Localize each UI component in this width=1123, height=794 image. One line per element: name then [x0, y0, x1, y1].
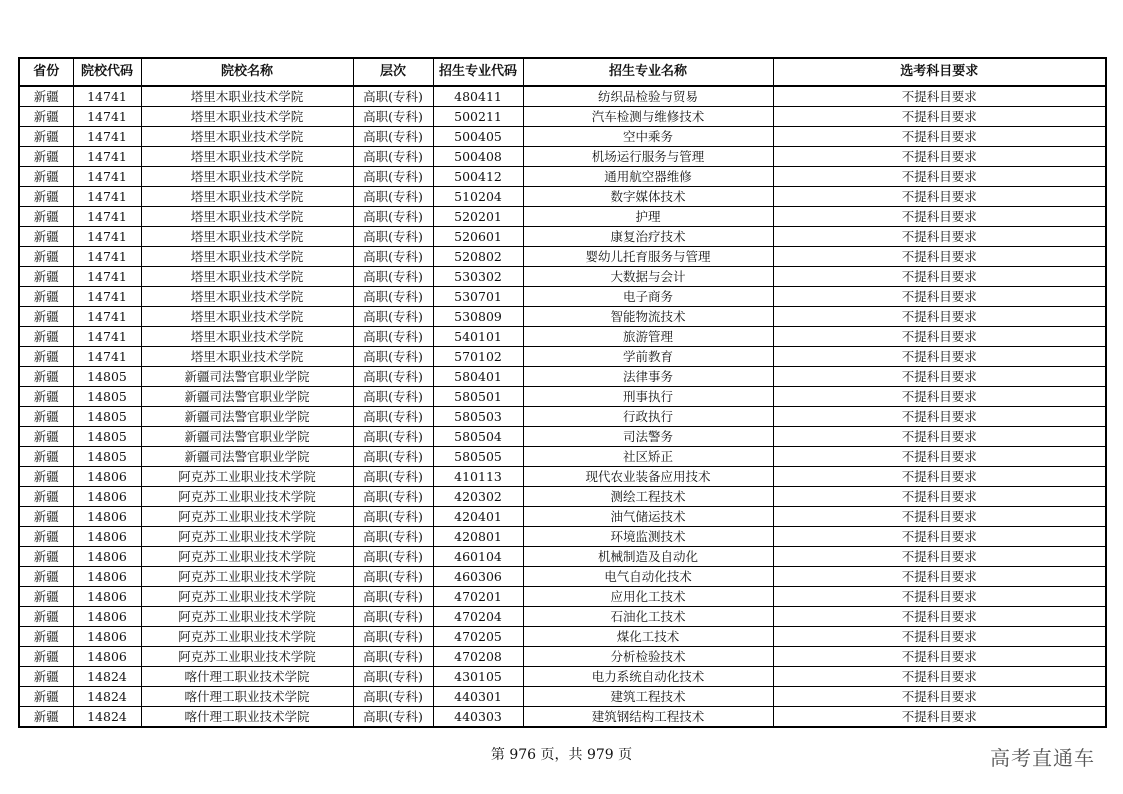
cell-major-code: 580401 — [433, 367, 523, 387]
cell-major-name: 行政执行 — [523, 407, 773, 427]
table-row — [19, 287, 1106, 307]
cell-level: 高职(专科) — [353, 407, 433, 427]
cell-level: 高职(专科) — [353, 427, 433, 447]
cell-province: 新疆 — [19, 447, 73, 467]
cell-major-code: 470208 — [433, 647, 523, 667]
cell-major-code: 470204 — [433, 607, 523, 627]
cell-subject-requirement: 不提科目要求 — [773, 547, 1106, 567]
cell-province: 新疆 — [19, 267, 73, 287]
cell-major-name: 电气自动化技术 — [523, 567, 773, 587]
cell-major-name: 大数据与会计 — [523, 267, 773, 287]
cell-major-name: 电力系统自动化技术 — [523, 667, 773, 687]
cell-school-code: 14741 — [73, 147, 141, 167]
cell-level: 高职(专科) — [353, 247, 433, 267]
cell-province: 新疆 — [19, 687, 73, 707]
cell-province: 新疆 — [19, 707, 73, 728]
cell-school-name: 塔里木职业技术学院 — [141, 227, 353, 247]
cell-school-name: 阿克苏工业职业技术学院 — [141, 507, 353, 527]
cell-school-name: 喀什理工职业技术学院 — [141, 687, 353, 707]
cell-level: 高职(专科) — [353, 227, 433, 247]
cell-school-code: 14806 — [73, 587, 141, 607]
cell-province: 新疆 — [19, 127, 73, 147]
cell-major-name: 刑事执行 — [523, 387, 773, 407]
cell-province: 新疆 — [19, 567, 73, 587]
cell-school-name: 阿克苏工业职业技术学院 — [141, 547, 353, 567]
cell-major-code: 570102 — [433, 347, 523, 367]
cell-level: 高职(专科) — [353, 547, 433, 567]
cell-province: 新疆 — [19, 427, 73, 447]
cell-school-code: 14741 — [73, 187, 141, 207]
cell-level: 高职(专科) — [353, 347, 433, 367]
cell-level: 高职(专科) — [353, 627, 433, 647]
cell-subject-requirement: 不提科目要求 — [773, 707, 1106, 728]
cell-school-code: 14741 — [73, 107, 141, 127]
cell-subject-requirement: 不提科目要求 — [773, 187, 1106, 207]
cell-level: 高职(专科) — [353, 647, 433, 667]
cell-level: 高职(专科) — [353, 687, 433, 707]
cell-major-name: 建筑钢结构工程技术 — [523, 707, 773, 728]
cell-subject-requirement: 不提科目要求 — [773, 667, 1106, 687]
table-row — [19, 247, 1106, 267]
cell-major-name: 社区矫正 — [523, 447, 773, 467]
cell-subject-requirement: 不提科目要求 — [773, 387, 1106, 407]
cell-province: 新疆 — [19, 327, 73, 347]
cell-school-code: 14741 — [73, 327, 141, 347]
page-number: 第 976 页，共 979 页 — [490, 747, 633, 763]
cell-school-name: 塔里木职业技术学院 — [141, 207, 353, 227]
cell-school-name: 塔里木职业技术学院 — [141, 187, 353, 207]
table-row — [19, 627, 1106, 647]
table-row — [19, 207, 1106, 227]
cell-school-code: 14806 — [73, 527, 141, 547]
cell-level: 高职(专科) — [353, 107, 433, 127]
header-school-name: 院校名称 — [141, 58, 353, 86]
table-row — [19, 547, 1106, 567]
cell-major-name: 智能物流技术 — [523, 307, 773, 327]
cell-school-name: 喀什理工职业技术学院 — [141, 707, 353, 728]
cell-level: 高职(专科) — [353, 507, 433, 527]
cell-school-code: 14741 — [73, 227, 141, 247]
cell-school-code: 14806 — [73, 507, 141, 527]
cell-subject-requirement: 不提科目要求 — [773, 167, 1106, 187]
cell-subject-requirement: 不提科目要求 — [773, 327, 1106, 347]
cell-major-code: 420801 — [433, 527, 523, 547]
cell-level: 高职(专科) — [353, 487, 433, 507]
cell-level: 高职(专科) — [353, 187, 433, 207]
table-row — [19, 147, 1106, 167]
cell-school-name: 新疆司法警官职业学院 — [141, 367, 353, 387]
cell-major-name: 法律事务 — [523, 367, 773, 387]
cell-subject-requirement: 不提科目要求 — [773, 587, 1106, 607]
cell-province: 新疆 — [19, 647, 73, 667]
cell-major-code: 580503 — [433, 407, 523, 427]
cell-subject-requirement: 不提科目要求 — [773, 207, 1106, 227]
cell-province: 新疆 — [19, 627, 73, 647]
table-row — [19, 367, 1106, 387]
cell-school-code: 14806 — [73, 547, 141, 567]
cell-school-name: 阿克苏工业职业技术学院 — [141, 567, 353, 587]
table-row — [19, 447, 1106, 467]
table-row — [19, 127, 1106, 147]
cell-major-name: 分析检验技术 — [523, 647, 773, 667]
cell-subject-requirement: 不提科目要求 — [773, 407, 1106, 427]
cell-school-name: 喀什理工职业技术学院 — [141, 667, 353, 687]
cell-subject-requirement: 不提科目要求 — [773, 687, 1106, 707]
cell-province: 新疆 — [19, 547, 73, 567]
cell-subject-requirement: 不提科目要求 — [773, 647, 1106, 667]
cell-school-code: 14741 — [73, 267, 141, 287]
cell-subject-requirement: 不提科目要求 — [773, 86, 1106, 107]
cell-province: 新疆 — [19, 587, 73, 607]
cell-major-name: 康复治疗技术 — [523, 227, 773, 247]
table-row — [19, 707, 1106, 728]
table-row — [19, 487, 1106, 507]
cell-major-name: 石油化工技术 — [523, 607, 773, 627]
cell-school-code: 14805 — [73, 447, 141, 467]
cell-major-name: 电子商务 — [523, 287, 773, 307]
cell-province: 新疆 — [19, 387, 73, 407]
cell-subject-requirement: 不提科目要求 — [773, 287, 1106, 307]
cell-school-code: 14805 — [73, 407, 141, 427]
table-row — [19, 387, 1106, 407]
cell-school-name: 阿克苏工业职业技术学院 — [141, 587, 353, 607]
cell-level: 高职(专科) — [353, 367, 433, 387]
cell-school-code: 14806 — [73, 627, 141, 647]
cell-major-name: 空中乘务 — [523, 127, 773, 147]
table-row — [19, 347, 1106, 367]
table-row — [19, 527, 1106, 547]
admissions-table — [18, 57, 1107, 728]
cell-school-name: 塔里木职业技术学院 — [141, 327, 353, 347]
cell-level: 高职(专科) — [353, 667, 433, 687]
cell-level: 高职(专科) — [353, 147, 433, 167]
cell-subject-requirement: 不提科目要求 — [773, 607, 1106, 627]
cell-major-code: 500405 — [433, 127, 523, 147]
cell-school-code: 14741 — [73, 167, 141, 187]
cell-province: 新疆 — [19, 407, 73, 427]
cell-province: 新疆 — [19, 207, 73, 227]
cell-major-code: 500412 — [433, 167, 523, 187]
cell-school-name: 新疆司法警官职业学院 — [141, 387, 353, 407]
cell-school-code: 14824 — [73, 687, 141, 707]
cell-school-code: 14806 — [73, 467, 141, 487]
cell-province: 新疆 — [19, 247, 73, 267]
cell-school-name: 阿克苏工业职业技术学院 — [141, 647, 353, 667]
table-row — [19, 407, 1106, 427]
cell-subject-requirement: 不提科目要求 — [773, 247, 1106, 267]
cell-level: 高职(专科) — [353, 127, 433, 147]
header-province: 省份 — [19, 58, 73, 86]
cell-school-name: 阿克苏工业职业技术学院 — [141, 467, 353, 487]
cell-major-name: 建筑工程技术 — [523, 687, 773, 707]
cell-major-name: 煤化工技术 — [523, 627, 773, 647]
cell-major-code: 520601 — [433, 227, 523, 247]
cell-major-code: 430105 — [433, 667, 523, 687]
table-row — [19, 227, 1106, 247]
cell-province: 新疆 — [19, 487, 73, 507]
cell-level: 高职(专科) — [353, 307, 433, 327]
table-row — [19, 507, 1106, 527]
cell-major-code: 540101 — [433, 327, 523, 347]
header-major-name: 招生专业名称 — [523, 58, 773, 86]
cell-school-code: 14741 — [73, 347, 141, 367]
cell-school-name: 塔里木职业技术学院 — [141, 127, 353, 147]
table-row — [19, 107, 1106, 127]
cell-level: 高职(专科) — [353, 467, 433, 487]
cell-subject-requirement: 不提科目要求 — [773, 447, 1106, 467]
cell-school-name: 塔里木职业技术学院 — [141, 267, 353, 287]
cell-subject-requirement: 不提科目要求 — [773, 487, 1106, 507]
cell-major-name: 通用航空器维修 — [523, 167, 773, 187]
cell-major-code: 580501 — [433, 387, 523, 407]
cell-province: 新疆 — [19, 467, 73, 487]
table-row — [19, 687, 1106, 707]
cell-school-name: 塔里木职业技术学院 — [141, 247, 353, 267]
cell-major-name: 学前教育 — [523, 347, 773, 367]
table-row — [19, 467, 1106, 487]
cell-school-name: 塔里木职业技术学院 — [141, 287, 353, 307]
cell-province: 新疆 — [19, 367, 73, 387]
cell-major-code: 480411 — [433, 86, 523, 107]
cell-major-code: 460104 — [433, 547, 523, 567]
cell-school-name: 塔里木职业技术学院 — [141, 86, 353, 107]
cell-province: 新疆 — [19, 607, 73, 627]
cell-subject-requirement: 不提科目要求 — [773, 347, 1106, 367]
cell-school-name: 塔里木职业技术学院 — [141, 167, 353, 187]
cell-major-name: 护理 — [523, 207, 773, 227]
cell-level: 高职(专科) — [353, 567, 433, 587]
cell-province: 新疆 — [19, 527, 73, 547]
cell-level: 高职(专科) — [353, 167, 433, 187]
cell-province: 新疆 — [19, 167, 73, 187]
cell-major-name: 数字媒体技术 — [523, 187, 773, 207]
header-row — [19, 58, 1106, 86]
cell-major-code: 420401 — [433, 507, 523, 527]
cell-school-code: 14805 — [73, 367, 141, 387]
table-header — [19, 58, 1106, 86]
table-row — [19, 167, 1106, 187]
cell-school-code: 14741 — [73, 287, 141, 307]
cell-level: 高职(专科) — [353, 387, 433, 407]
cell-province: 新疆 — [19, 187, 73, 207]
cell-subject-requirement: 不提科目要求 — [773, 567, 1106, 587]
cell-subject-requirement: 不提科目要求 — [773, 527, 1106, 547]
cell-major-name: 纺织品检验与贸易 — [523, 86, 773, 107]
cell-major-code: 500211 — [433, 107, 523, 127]
cell-school-name: 阿克苏工业职业技术学院 — [141, 607, 353, 627]
cell-level: 高职(专科) — [353, 587, 433, 607]
cell-school-name: 塔里木职业技术学院 — [141, 147, 353, 167]
table-row — [19, 267, 1106, 287]
cell-school-name: 新疆司法警官职业学院 — [141, 427, 353, 447]
cell-subject-requirement: 不提科目要求 — [773, 507, 1106, 527]
cell-subject-requirement: 不提科目要求 — [773, 107, 1106, 127]
table-row — [19, 587, 1106, 607]
cell-major-code: 470205 — [433, 627, 523, 647]
cell-major-code: 530302 — [433, 267, 523, 287]
cell-level: 高职(专科) — [353, 207, 433, 227]
header-school-code: 院校代码 — [73, 58, 141, 86]
cell-level: 高职(专科) — [353, 447, 433, 467]
cell-major-code: 520201 — [433, 207, 523, 227]
cell-major-code: 470201 — [433, 587, 523, 607]
cell-major-name: 汽车检测与维修技术 — [523, 107, 773, 127]
cell-major-name: 环境监测技术 — [523, 527, 773, 547]
cell-school-name: 阿克苏工业职业技术学院 — [141, 487, 353, 507]
table-row — [19, 86, 1106, 107]
cell-province: 新疆 — [19, 667, 73, 687]
cell-subject-requirement: 不提科目要求 — [773, 367, 1106, 387]
cell-level: 高职(专科) — [353, 607, 433, 627]
cell-school-name: 新疆司法警官职业学院 — [141, 447, 353, 467]
cell-major-name: 机场运行服务与管理 — [523, 147, 773, 167]
cell-major-name: 应用化工技术 — [523, 587, 773, 607]
cell-level: 高职(专科) — [353, 267, 433, 287]
cell-school-name: 阿克苏工业职业技术学院 — [141, 627, 353, 647]
cell-major-code: 410113 — [433, 467, 523, 487]
header-subject-requirement: 选考科目要求 — [773, 58, 1106, 86]
header-level: 层次 — [353, 58, 433, 86]
table-row — [19, 667, 1106, 687]
cell-school-name: 阿克苏工业职业技术学院 — [141, 527, 353, 547]
table-row — [19, 647, 1106, 667]
table-row — [19, 307, 1106, 327]
cell-level: 高职(专科) — [353, 86, 433, 107]
cell-level: 高职(专科) — [353, 327, 433, 347]
cell-major-name: 司法警务 — [523, 427, 773, 447]
cell-subject-requirement: 不提科目要求 — [773, 147, 1106, 167]
table-row — [19, 187, 1106, 207]
table-body — [19, 86, 1106, 727]
cell-major-code: 440301 — [433, 687, 523, 707]
cell-subject-requirement: 不提科目要求 — [773, 627, 1106, 647]
cell-major-code: 420302 — [433, 487, 523, 507]
cell-school-name: 新疆司法警官职业学院 — [141, 407, 353, 427]
cell-level: 高职(专科) — [353, 527, 433, 547]
cell-major-code: 520802 — [433, 247, 523, 267]
cell-school-code: 14806 — [73, 647, 141, 667]
cell-school-code: 14741 — [73, 86, 141, 107]
cell-major-code: 510204 — [433, 187, 523, 207]
cell-subject-requirement: 不提科目要求 — [773, 127, 1106, 147]
table-row — [19, 567, 1106, 587]
cell-major-name: 测绘工程技术 — [523, 487, 773, 507]
cell-school-code: 14824 — [73, 667, 141, 687]
cell-school-code: 14741 — [73, 307, 141, 327]
cell-subject-requirement: 不提科目要求 — [773, 427, 1106, 447]
cell-school-code: 14805 — [73, 387, 141, 407]
cell-major-code: 580505 — [433, 447, 523, 467]
cell-province: 新疆 — [19, 227, 73, 247]
cell-school-code: 14806 — [73, 567, 141, 587]
cell-major-name: 婴幼儿托育服务与管理 — [523, 247, 773, 267]
cell-major-name: 油气储运技术 — [523, 507, 773, 527]
cell-school-code: 14741 — [73, 247, 141, 267]
cell-school-name: 塔里木职业技术学院 — [141, 107, 353, 127]
cell-school-name: 塔里木职业技术学院 — [141, 347, 353, 367]
cell-major-name: 旅游管理 — [523, 327, 773, 347]
cell-subject-requirement: 不提科目要求 — [773, 467, 1106, 487]
cell-major-code: 530809 — [433, 307, 523, 327]
cell-major-name: 机械制造及自动化 — [523, 547, 773, 567]
watermark-text: 高考直通车 — [990, 746, 1095, 770]
cell-school-code: 14741 — [73, 127, 141, 147]
cell-level: 高职(专科) — [353, 287, 433, 307]
cell-subject-requirement: 不提科目要求 — [773, 307, 1106, 327]
cell-major-code: 580504 — [433, 427, 523, 447]
cell-major-code: 440303 — [433, 707, 523, 728]
cell-province: 新疆 — [19, 147, 73, 167]
cell-school-code: 14806 — [73, 487, 141, 507]
cell-level: 高职(专科) — [353, 707, 433, 728]
cell-school-name: 塔里木职业技术学院 — [141, 307, 353, 327]
cell-province: 新疆 — [19, 287, 73, 307]
table-row — [19, 327, 1106, 347]
table-row — [19, 607, 1106, 627]
cell-province: 新疆 — [19, 107, 73, 127]
cell-province: 新疆 — [19, 86, 73, 107]
cell-school-code: 14806 — [73, 607, 141, 627]
cell-province: 新疆 — [19, 507, 73, 527]
header-major-code: 招生专业代码 — [433, 58, 523, 86]
cell-province: 新疆 — [19, 347, 73, 367]
cell-major-code: 500408 — [433, 147, 523, 167]
cell-subject-requirement: 不提科目要求 — [773, 227, 1106, 247]
cell-school-code: 14824 — [73, 707, 141, 728]
cell-subject-requirement: 不提科目要求 — [773, 267, 1106, 287]
cell-major-code: 530701 — [433, 287, 523, 307]
cell-major-code: 460306 — [433, 567, 523, 587]
cell-major-name: 现代农业装备应用技术 — [523, 467, 773, 487]
cell-school-code: 14741 — [73, 207, 141, 227]
table-row — [19, 427, 1106, 447]
cell-province: 新疆 — [19, 307, 73, 327]
cell-school-code: 14805 — [73, 427, 141, 447]
